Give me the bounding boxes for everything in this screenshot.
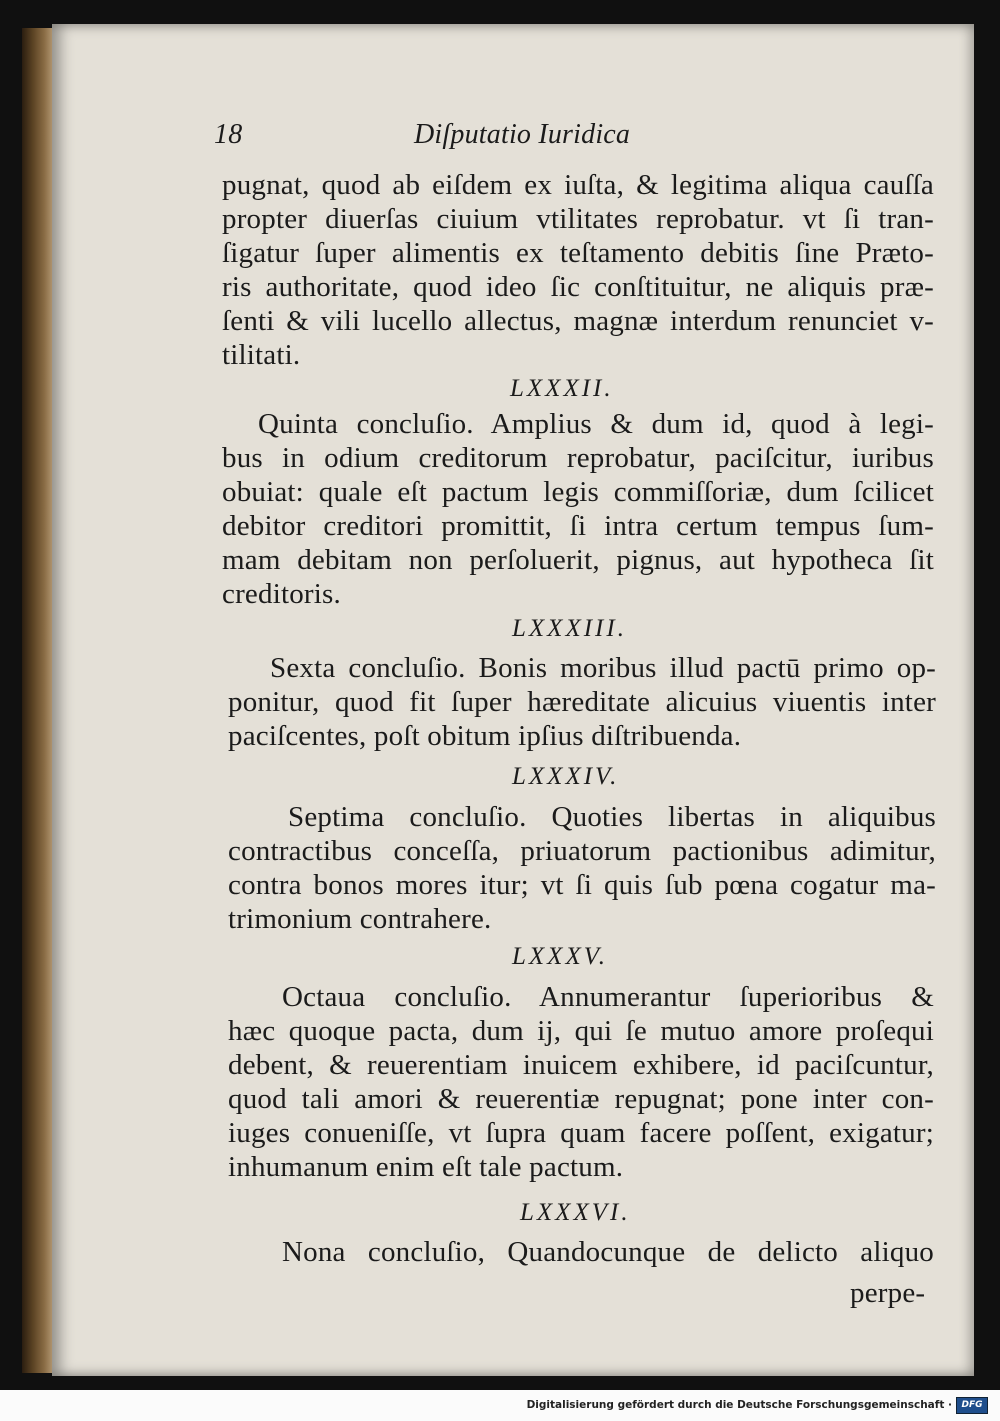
text-line: creditoris. — [222, 578, 341, 610]
text-line: iuges conueniſſe, vt ſupra quam facere poſſent, exigatur; — [228, 1117, 934, 1149]
text-line: ris authoritate, quod ideo ſic conſtituitur, ne aliquis præ- — [222, 271, 934, 303]
text-line: ſenti & vili lucello allectus, magnæ interdum renunciet v- — [222, 305, 934, 337]
dfg-logo: DFG — [956, 1397, 988, 1414]
text-line: mam debitam non perſoluerit, pignus, aut hypotheca ſit — [222, 544, 934, 576]
text-line: Nona concluſio, Quandocunque de delicto aliquo — [282, 1236, 934, 1268]
running-title: Diſputatio Iuridica — [414, 119, 631, 150]
text-line: Septima concluſio. Quoties libertas in aliquibus — [288, 801, 936, 833]
text-line: contractibus conceſſa, priuatorum pactionibus adimitur, — [228, 835, 936, 867]
text-line: inhumanum enim eſt tale pactum. — [228, 1151, 624, 1183]
text-line: obuiat: quale eſt pactum legis commiſſoriæ, dum ſcilicet — [222, 476, 934, 508]
footer-credit: Digitalisierung gefördert durch die Deutsche Forschungsgemeinschaft · — [526, 1399, 952, 1411]
text-line: pugnat, quod ab eiſdem ex iuſta, & legitima aliqua cauſſa — [222, 169, 934, 201]
footer-bar — [0, 1390, 1000, 1421]
text-line: hæc quoque pacta, dum ij, qui ſe mutuo amore proſequi — [228, 1015, 934, 1047]
text-line: quod tali amori & reuerentiæ repugnat; pone inter con- — [228, 1083, 934, 1115]
section-number: LXXXIII. — [512, 615, 627, 642]
text-line: Octaua concluſio. Annumerantur ſuperioribus & — [282, 981, 934, 1013]
section-number: LXXXIV. — [512, 763, 620, 790]
text-line: contra bonos mores itur; vt ſi quis ſub pœna cogatur ma- — [228, 869, 936, 901]
section-number: LXXXII. — [510, 375, 614, 402]
section-number: LXXXV. — [512, 943, 609, 970]
text-line: bus in odium creditorum reprobatur, paciſcitur, iuribus — [222, 442, 934, 474]
page-number: 18 — [214, 119, 243, 150]
catchword: perpe- — [850, 1277, 926, 1309]
text-line: debitor creditori promittit, ſi intra certum tempus ſum- — [222, 510, 934, 542]
text-line: trimonium contrahere. — [228, 903, 492, 935]
text-line: tilitati. — [222, 339, 301, 371]
section-number: LXXXVI. — [520, 1199, 631, 1226]
text-line: Sexta concluſio. Bonis moribus illud pactū primo op- — [270, 652, 936, 684]
text-line: Quinta concluſio. Amplius & dum id, quod à legi- — [258, 408, 934, 440]
text-line: paciſcentes, poſt obitum ipſius diſtribuenda. — [228, 720, 742, 752]
text-line: ponitur, quod fit ſuper hæreditate alicuius viuentis inter — [228, 686, 936, 718]
text-line: debent, & reuerentiam inuicem exhibere, id paciſcuntur, — [228, 1049, 934, 1081]
text-line: ſigatur ſuper alimentis ex teſtamento debitis ſine Prætο- — [222, 237, 934, 269]
text-line: propter diuerſas ciuium vtilitates reprobatur. vt ſi tran- — [222, 203, 934, 235]
